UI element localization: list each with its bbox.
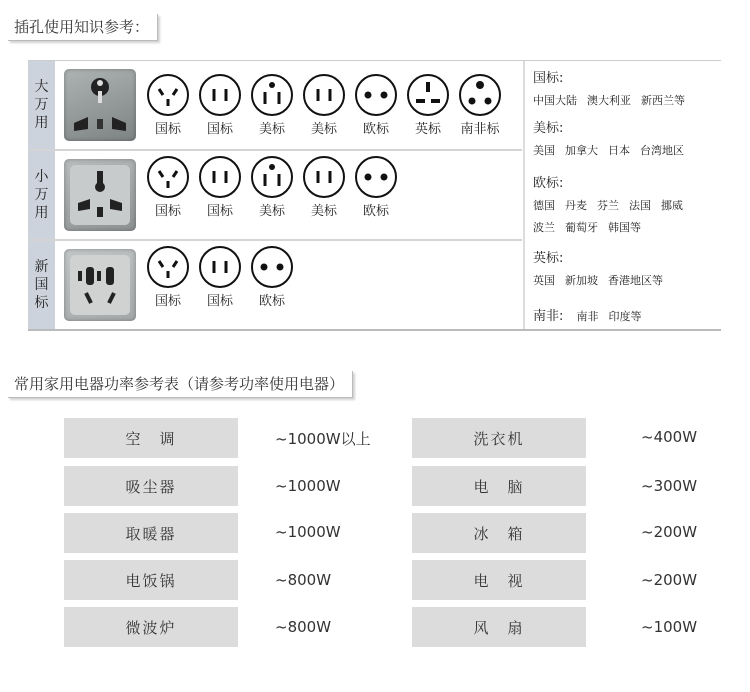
appliance-name: 电 脑 [412, 466, 586, 506]
socket-cn [146, 245, 190, 309]
standard-name: 美标: [533, 121, 564, 136]
standard-regions: 德国 丹麦 芬兰 法国 挪威 [533, 199, 683, 212]
appliance-power: ~1000W以上 [275, 430, 371, 448]
row-label: 大万用 [28, 61, 55, 149]
row-label: 新国标 [28, 241, 55, 329]
socket-uk [406, 73, 450, 137]
standard-regions: 英国 新加坡 香港地区等 [533, 274, 663, 287]
socket-label: 英标 [414, 122, 441, 137]
appliance-name: 电饭锅 [64, 560, 238, 600]
standard-cn [533, 67, 695, 108]
standard-za [533, 305, 651, 324]
socket-label: 国标 [206, 204, 233, 219]
appliance-power: ~400W [641, 428, 698, 446]
socket-eu [250, 245, 294, 309]
standard-name: 国标: [533, 71, 564, 86]
socket-us-2pin [302, 155, 346, 219]
universal-small-socket-photo [64, 159, 136, 231]
standard-eu [533, 172, 693, 235]
socket-cn-2pin [198, 245, 242, 309]
socket-label: 美标 [258, 204, 285, 219]
socket-label: 国标 [206, 294, 233, 309]
row-label: 小万用 [28, 151, 55, 239]
socket-us-3pin [250, 73, 294, 137]
outlet-panel [28, 60, 721, 331]
socket-eu [354, 73, 398, 137]
appliance-name: 电 视 [412, 560, 586, 600]
outlet-guide-title: 插孔使用知识参考： [8, 14, 158, 41]
socket-label: 国标 [154, 204, 181, 219]
socket-za [458, 73, 502, 137]
socket-label: 美标 [310, 122, 337, 137]
socket-cn [146, 73, 190, 137]
standard-name: 欧标: [533, 176, 564, 191]
appliance-power: ~200W [641, 523, 698, 541]
appliance-power: ~1000W [275, 523, 341, 541]
power-table-title: 常用家用电器功率参考表（请参考功率使用电器） [8, 371, 353, 398]
appliance-name: 微波炉 [64, 607, 238, 647]
socket-label: 欧标 [258, 294, 285, 309]
standard-uk [533, 247, 673, 288]
appliance-name: 冰 箱 [412, 513, 586, 553]
standard-name: 英标: [533, 251, 564, 266]
socket-cn-2pin [198, 73, 242, 137]
panel-divider [523, 61, 525, 329]
socket-label: 美标 [258, 122, 285, 137]
socket-eu [354, 155, 398, 219]
socket-cn-2pin [198, 155, 242, 219]
appliance-power: ~1000W [275, 477, 341, 495]
appliance-name: 风 扇 [412, 607, 586, 647]
socket-label: 国标 [154, 122, 181, 137]
appliance-name: 取暖器 [64, 513, 238, 553]
socket-us-3pin [250, 155, 294, 219]
standard-regions: 南非 印度等 [576, 310, 642, 323]
socket-label: 欧标 [362, 204, 389, 219]
socket-label: 欧标 [362, 122, 389, 137]
appliance-power: ~100W [641, 618, 698, 636]
universal-large-socket-photo [64, 69, 136, 141]
outlet-row-universal-small [28, 151, 522, 241]
appliance-name: 洗衣机 [412, 418, 586, 458]
socket-cn [146, 155, 190, 219]
appliance-power: ~200W [641, 571, 698, 589]
standard-regions-2: 波兰 葡萄牙 韩国等 [533, 221, 641, 234]
appliance-power: ~800W [275, 618, 332, 636]
socket-label: 美标 [310, 204, 337, 219]
socket-us-2pin [302, 73, 346, 137]
socket-label: 国标 [206, 122, 233, 137]
socket-label: 南非标 [460, 122, 500, 137]
standard-name: 南非: [533, 309, 564, 324]
outlet-row-new-national [28, 241, 522, 329]
appliance-name: 空 调 [64, 418, 238, 458]
outlet-row-universal-large [28, 61, 522, 151]
new-national-socket-photo [64, 249, 136, 321]
standard-regions: 美国 加拿大 日本 台湾地区 [533, 144, 684, 157]
appliance-power: ~300W [641, 477, 698, 495]
appliance-name: 吸尘器 [64, 466, 238, 506]
appliance-power: ~800W [275, 571, 332, 589]
standard-regions: 中国大陆 澳大利亚 新西兰等 [533, 94, 685, 107]
standard-us [533, 117, 694, 158]
socket-label: 国标 [154, 294, 181, 309]
